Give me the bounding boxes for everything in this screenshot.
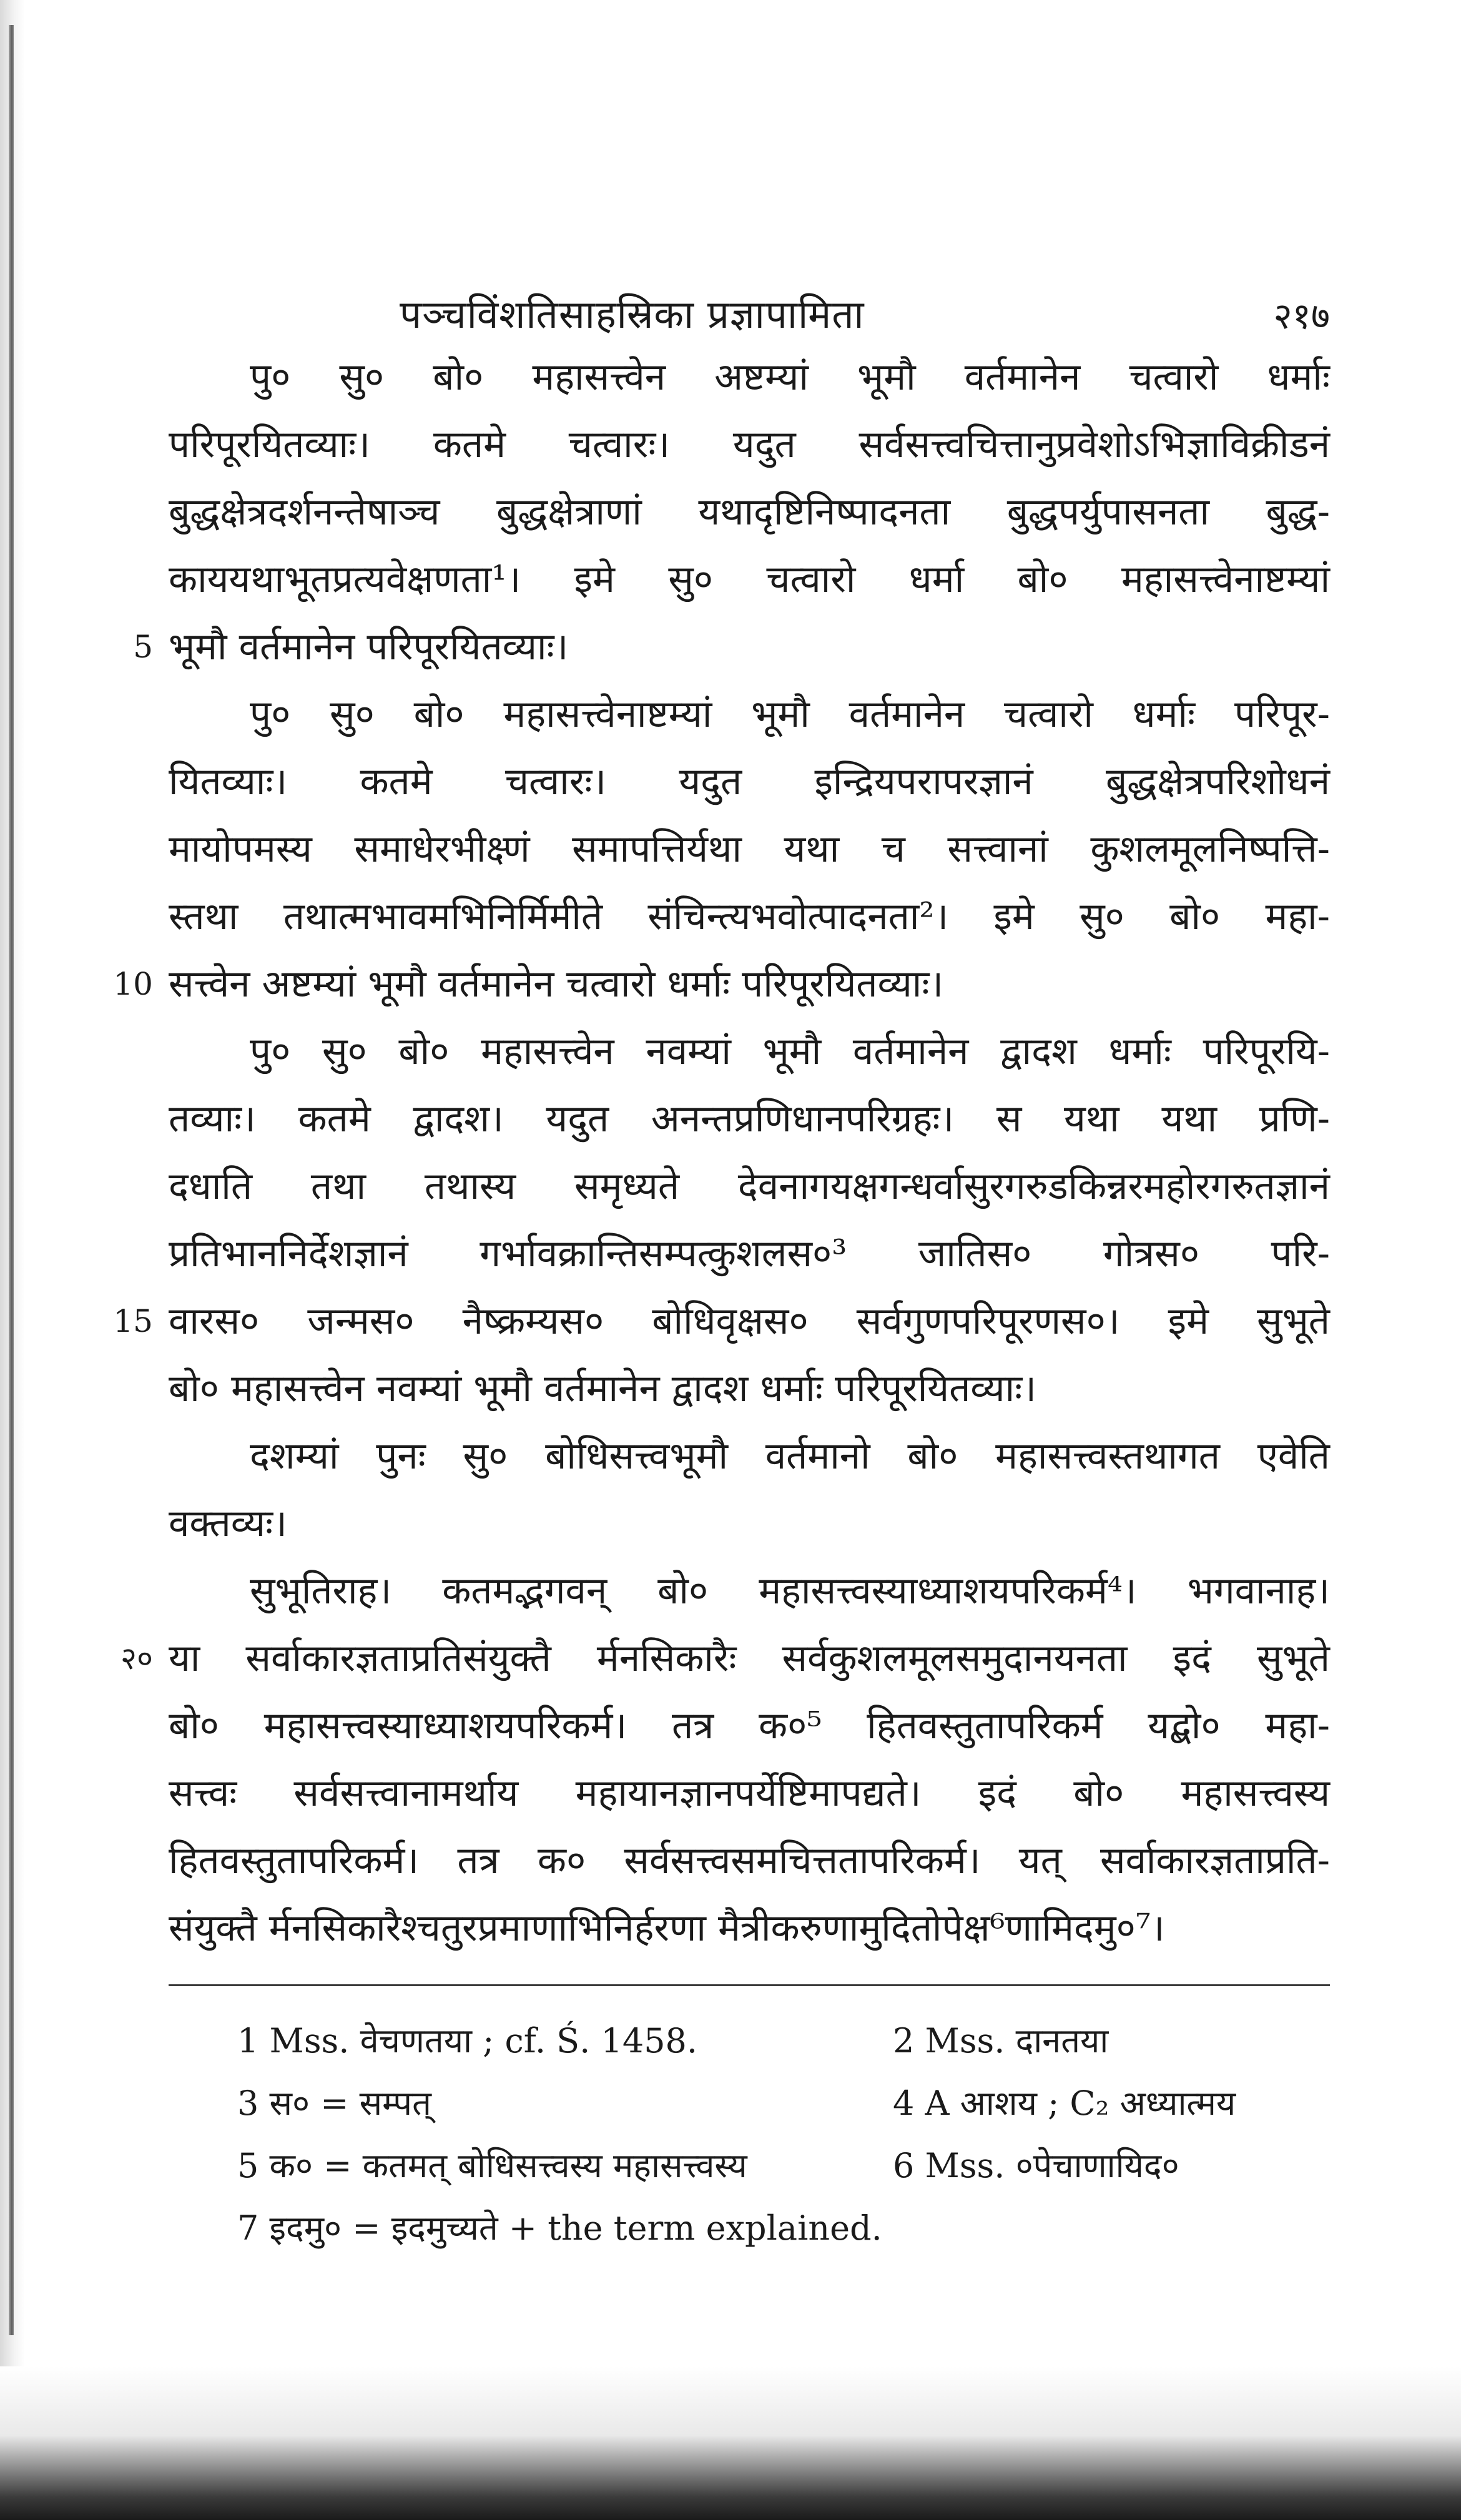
line-number: 15 (113, 1303, 153, 1339)
text-line (121, 1625, 1330, 1692)
line-number: 5 (133, 629, 153, 665)
line-number: 10 (113, 966, 153, 1002)
text-line (169, 343, 1330, 411)
line-text: सत्त्वः सर्वसत्त्वानामर्थाय महायानज्ञानपर्येष्टिमापद्यते। इदं बो० महासत्त्वस्य (169, 1771, 1330, 1815)
footnote-row (169, 2072, 1330, 2135)
text-line (169, 1085, 1330, 1153)
text-line (169, 1153, 1330, 1220)
footnote-7: 7 इदमु० = इदमुच्यते + the term explained. (237, 2208, 882, 2248)
body-text (113, 343, 1330, 1962)
line-text: तव्याः। कतमे द्वादश। यदुत अनन्तप्रणिधानपरिग्रहः। स यथा यथा प्रणि- (169, 1097, 1330, 1141)
line-text: संयुक्तै र्मनसिकारैश्चतुरप्रमाणाभिनिर्हरणा मैत्रीकरुणामुदितोपेक्ष⁶णामिदमु०⁷। (169, 1906, 1165, 1950)
text-line (169, 883, 1330, 950)
footnote-5: 5 क० = कतमत् बोधिसत्त्वस्य महासत्त्वस्य (237, 2146, 747, 2185)
paragraph (169, 1422, 1330, 1557)
paragraph (121, 1557, 1330, 1962)
line-text: पु० सु० बो० महासत्त्वेनाष्टम्यां भूमौ वर्तमानेन चत्वारो धर्माः परिपूर- (250, 692, 1330, 736)
text-line (133, 613, 1330, 681)
text-line (169, 1692, 1330, 1760)
footnote-1: 1 Mss. वेचणतया ; cf. Ś. 1458. (237, 2021, 698, 2060)
footnote-2: 2 Mss. दानतया (893, 2021, 1109, 2060)
text-line (169, 1894, 1330, 1962)
text-line (169, 1557, 1330, 1625)
text-line (169, 411, 1330, 478)
footnote-3: 3 स० = सम्पत् (237, 2084, 431, 2123)
book-page (113, 275, 1330, 2260)
text-line (169, 1827, 1330, 1894)
line-text: बुद्धक्षेत्रदर्शनन्तेषाञ्च बुद्धक्षेत्राणां यथादृष्टिनिष्पादनता बुद्धपर्युपासनता बुद्ध- (169, 490, 1330, 534)
text-line (169, 1490, 1330, 1557)
text-line (113, 1287, 1330, 1355)
line-text: सुभूतिराह। कतमद्भगवन् बो० महासत्त्वस्याध्याशयपरिकर्म⁴। भगवानाह। (250, 1569, 1330, 1613)
text-line (169, 1220, 1330, 1287)
text-line (113, 950, 1330, 1018)
line-text: मायोपमस्य समाधेरभीक्ष्णं समापत्तिर्यथा यथा च सत्त्वानां कुशलमूलनिष्पत्ति- (169, 827, 1330, 871)
running-title: पञ्चविंशतिसाहस्रिका प्रज्ञापामिता (400, 292, 865, 337)
line-text: वक्तव्यः। (169, 1502, 287, 1545)
footnote-6: 6 Mss. ०पेचाणायिद० (893, 2146, 1179, 2185)
footnote-rule (169, 1984, 1330, 1986)
text-line (169, 1760, 1330, 1827)
page-number: २१७ (1273, 295, 1330, 337)
text-line (169, 748, 1330, 815)
text-line (169, 1422, 1330, 1490)
line-text: पु० सु० बो० महासत्त्वेन अष्टम्यां भूमौ वर्तमानेन चत्वारो धर्माः (250, 355, 1330, 399)
running-head (169, 275, 1330, 343)
line-text: परिपूरयितव्याः। कतमे चत्वारः। यदुत सर्वसत्त्वचित्तानुप्रवेशोऽभिज्ञाविक्रीडनं (169, 423, 1330, 466)
footnote-row (169, 2135, 1330, 2197)
line-text: दधाति तथा तथास्य समृध्यते देवनागयक्षगन्धर्वासुरगरुडकिन्नरमहोरगरुतज्ञानं (169, 1164, 1330, 1208)
page-binding-edge (9, 25, 14, 2335)
line-text: वारस० जन्मस० नैष्क्रम्यस० बोधिवृक्षस० सर्वगुणपरिपूरणस०। इमे सुभूते (169, 1299, 1330, 1343)
line-text: दशम्यां पुनः सु० बोधिसत्त्वभूमौ वर्तमानो बो० महासत्त्वस्तथागत एवेति (250, 1434, 1330, 1478)
line-text: सत्त्वेन अष्टम्यां भूमौ वर्तमानेन चत्वारो धर्माः परिपूरयितव्याः। (169, 962, 944, 1006)
paragraph (113, 1018, 1330, 1422)
footnotes (169, 2010, 1330, 2260)
line-number: २० (121, 1640, 153, 1676)
paragraph (133, 343, 1330, 681)
text-line (169, 546, 1330, 613)
line-text: बो० महासत्त्वस्याध्याशयपरिकर्म। तत्र क०⁵ हितवस्तुतापरिकर्म यद्बो० महा- (169, 1704, 1330, 1748)
line-text: भूमौ वर्तमानेन परिपूरयितव्याः। (169, 625, 569, 669)
page-bottom-shadow (0, 2366, 1461, 2520)
text-line (169, 1355, 1330, 1422)
line-text: काययथाभूतप्रत्यवेक्षणता¹। इमे सु० चत्वारो धर्मा बो० महासत्त्वेनाष्टम्यां (169, 558, 1330, 601)
line-text: हितवस्तुतापरिकर्म। तत्र क० सर्वसत्त्वसमचित्ततापरिकर्म। यत् सर्वाकारज्ञताप्रति- (169, 1839, 1330, 1883)
text-line (169, 1018, 1330, 1085)
text-line (169, 815, 1330, 883)
line-text: बो० महासत्त्वेन नवम्यां भूमौ वर्तमानेन द्वादश धर्माः परिपूरयितव्याः। (169, 1367, 1037, 1410)
line-text: या सर्वाकारज्ञताप्रतिसंयुक्तै र्मनसिकारैः सर्वकुशलमूलसमुदानयनता इदं सुभूते (169, 1637, 1330, 1680)
footnote-row (169, 2010, 1330, 2072)
paragraph (113, 681, 1330, 1018)
line-text: प्रतिभाननिर्देशज्ञानं गर्भावक्रान्तिसम्पत्कुशलस०³ जातिस० गोत्रस० परि- (169, 1232, 1330, 1276)
footnote-row (169, 2197, 1330, 2260)
text-line (169, 681, 1330, 748)
text-line (169, 478, 1330, 546)
line-text: स्तथा तथात्मभावमभिनिर्मिमीते संचिन्त्यभवोत्पादनता²। इमे सु० बो० महा- (169, 895, 1330, 938)
line-text: पु० सु० बो० महासत्त्वेन नवम्यां भूमौ वर्तमानेन द्वादश धर्माः परिपूरयि- (250, 1030, 1330, 1073)
footnote-4: 4 A आशय ; C₂ अध्यात्मय (893, 2084, 1236, 2123)
line-text: यितव्याः। कतमे चत्वारः। यदुत इन्द्रियपरापरज्ञानं बुद्धक्षेत्रपरिशोधनं (169, 760, 1330, 804)
